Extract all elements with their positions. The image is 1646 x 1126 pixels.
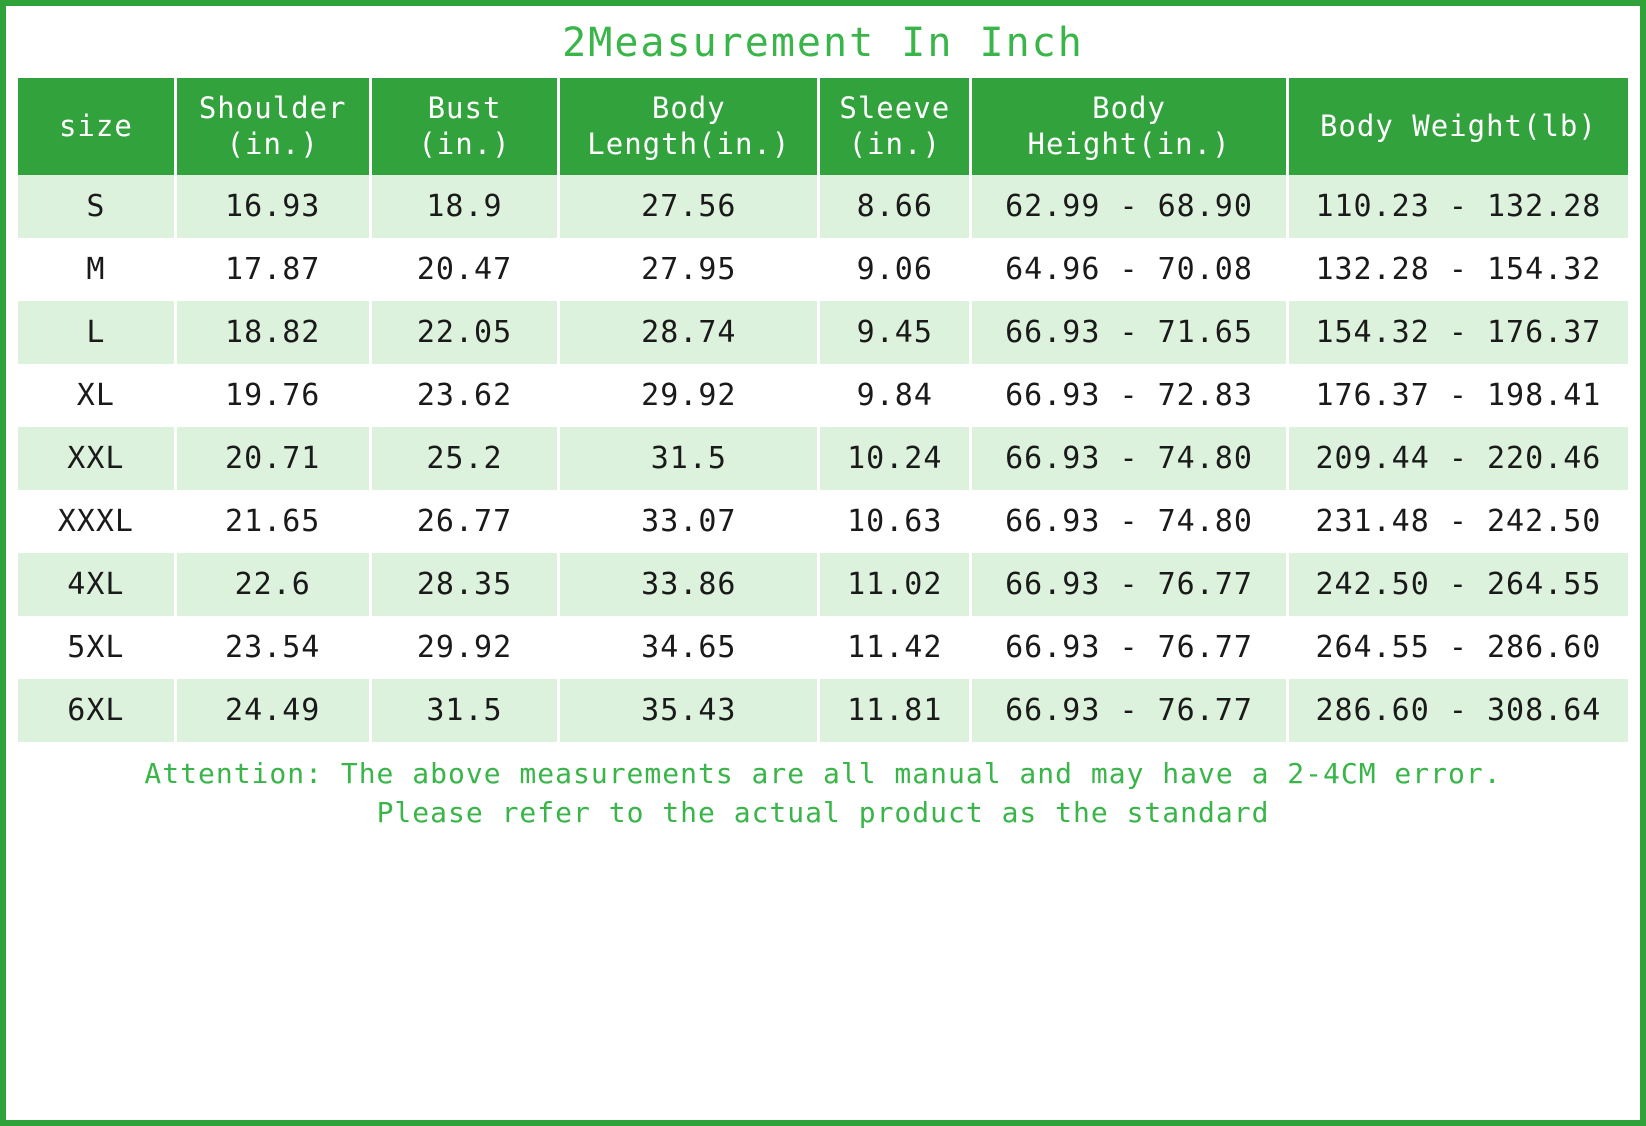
cell-body-height: 62.99 - 68.90 (971, 175, 1288, 238)
column-header-sleeve: Sleeve (in.) (819, 78, 971, 175)
cell-shoulder: 23.54 (175, 616, 370, 679)
cell-shoulder: 19.76 (175, 364, 370, 427)
cell-body-height: 64.96 - 70.08 (971, 238, 1288, 301)
column-header-shoulder: Shoulder (in.) (175, 78, 370, 175)
cell-bust: 26.77 (370, 490, 559, 553)
cell-sleeve: 11.42 (819, 616, 971, 679)
cell-body-height: 66.93 - 74.80 (971, 490, 1288, 553)
cell-body-height: 66.93 - 76.77 (971, 616, 1288, 679)
page-title: 2Measurement In Inch (562, 20, 1084, 66)
cell-bust: 20.47 (370, 238, 559, 301)
cell-body-height: 66.93 - 76.77 (971, 553, 1288, 616)
table-row (18, 553, 1628, 616)
cell-size: M (18, 238, 175, 301)
cell-sleeve: 9.06 (819, 238, 971, 301)
cell-shoulder: 22.6 (175, 553, 370, 616)
table-row (18, 427, 1628, 490)
cell-size: XXXL (18, 490, 175, 553)
cell-body-length: 28.74 (559, 301, 819, 364)
column-header-bust: Bust (in.) (370, 78, 559, 175)
table-row (18, 616, 1628, 679)
cell-bust: 18.9 (370, 175, 559, 238)
cell-size: 6XL (18, 679, 175, 742)
cell-sleeve: 10.63 (819, 490, 971, 553)
cell-bust: 28.35 (370, 553, 559, 616)
cell-body-length: 29.92 (559, 364, 819, 427)
column-header-size: size (18, 78, 175, 175)
cell-shoulder: 16.93 (175, 175, 370, 238)
cell-shoulder: 21.65 (175, 490, 370, 553)
cell-sleeve: 8.66 (819, 175, 971, 238)
cell-body-height: 66.93 - 71.65 (971, 301, 1288, 364)
cell-body-weight: 176.37 - 198.41 (1287, 364, 1628, 427)
cell-sleeve: 11.81 (819, 679, 971, 742)
cell-bust: 22.05 (370, 301, 559, 364)
cell-body-weight: 242.50 - 264.55 (1287, 553, 1628, 616)
cell-size: S (18, 175, 175, 238)
cell-body-weight: 154.32 - 176.37 (1287, 301, 1628, 364)
cell-body-weight: 286.60 - 308.64 (1287, 679, 1628, 742)
cell-body-weight: 209.44 - 220.46 (1287, 427, 1628, 490)
cell-bust: 23.62 (370, 364, 559, 427)
cell-shoulder: 24.49 (175, 679, 370, 742)
cell-shoulder: 20.71 (175, 427, 370, 490)
attention-note-line1: Attention: The above measurements are all manual and may have a 2-4CM error. (144, 756, 1502, 790)
cell-sleeve: 11.02 (819, 553, 971, 616)
cell-sleeve: 9.84 (819, 364, 971, 427)
cell-body-length: 27.56 (559, 175, 819, 238)
cell-sleeve: 10.24 (819, 427, 971, 490)
cell-body-weight: 110.23 - 132.28 (1287, 175, 1628, 238)
cell-body-length: 33.07 (559, 490, 819, 553)
cell-body-height: 66.93 - 76.77 (971, 679, 1288, 742)
cell-size: 5XL (18, 616, 175, 679)
table-header-row (18, 78, 1628, 175)
table-row (18, 301, 1628, 364)
table-row (18, 364, 1628, 427)
cell-size: XXL (18, 427, 175, 490)
attention-note-line2: Please refer to the actual product as the standard (376, 795, 1270, 829)
table-row (18, 238, 1628, 301)
table-row (18, 175, 1628, 238)
cell-body-weight: 132.28 - 154.32 (1287, 238, 1628, 301)
column-header-body-weight: Body Weight(lb) (1287, 78, 1628, 175)
column-header-body-height: Body Height(in.) (971, 78, 1288, 175)
cell-sleeve: 9.45 (819, 301, 971, 364)
cell-body-height: 66.93 - 72.83 (971, 364, 1288, 427)
table-row (18, 679, 1628, 742)
cell-shoulder: 17.87 (175, 238, 370, 301)
cell-bust: 25.2 (370, 427, 559, 490)
cell-body-length: 33.86 (559, 553, 819, 616)
table-row (18, 490, 1628, 553)
cell-body-length: 35.43 (559, 679, 819, 742)
cell-body-length: 34.65 (559, 616, 819, 679)
cell-size: XL (18, 364, 175, 427)
cell-bust: 31.5 (370, 679, 559, 742)
cell-body-weight: 264.55 - 286.60 (1287, 616, 1628, 679)
cell-body-length: 31.5 (559, 427, 819, 490)
attention-note (6, 742, 1640, 838)
column-header-body-length: Body Length(in.) (559, 78, 819, 175)
cell-bust: 29.92 (370, 616, 559, 679)
cell-size: 4XL (18, 553, 175, 616)
size-chart-table (18, 78, 1628, 742)
cell-body-length: 27.95 (559, 238, 819, 301)
cell-body-height: 66.93 - 74.80 (971, 427, 1288, 490)
cell-size: L (18, 301, 175, 364)
cell-shoulder: 18.82 (175, 301, 370, 364)
cell-body-weight: 231.48 - 242.50 (1287, 490, 1628, 553)
